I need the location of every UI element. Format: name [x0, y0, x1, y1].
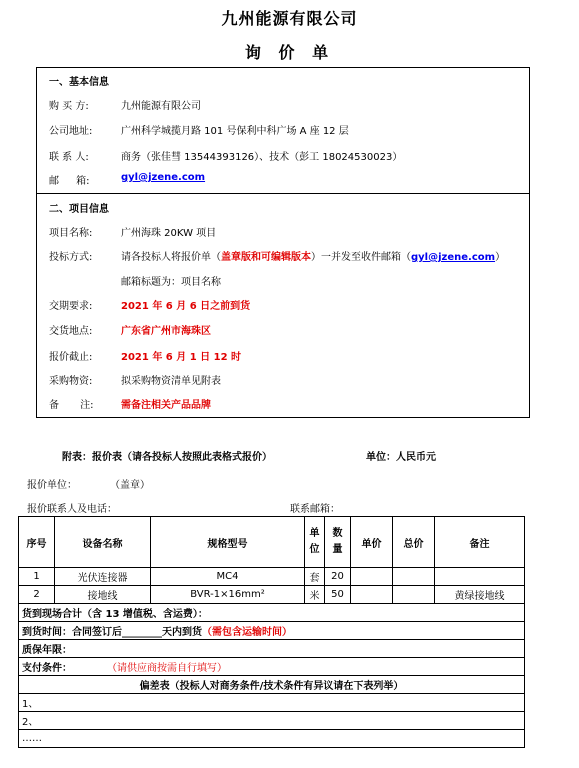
- remark-label: 备 注:: [49, 400, 94, 411]
- remark-value: 需备注相关产品品牌: [121, 400, 211, 411]
- deviation-title-row: [19, 676, 525, 694]
- email-label: 邮 箱:: [49, 176, 90, 187]
- cell-quantity: 20: [325, 568, 351, 586]
- payment-label: 支付条件：: [22, 663, 72, 674]
- cell-spec: MC4: [151, 568, 305, 586]
- deviation-row: [19, 712, 525, 730]
- deviation-row: [19, 694, 525, 712]
- payment-cell: [19, 658, 525, 676]
- arrival-label: 到货时间：合同签订后________天内到货: [22, 627, 202, 638]
- cell-device-name: 接地线: [55, 586, 151, 604]
- quote-table: [18, 516, 525, 748]
- header-total-price: 总价: [393, 517, 435, 568]
- email-subject-note: 邮箱标题为：项目名称: [121, 277, 221, 288]
- delivery-label: 交期要求:: [49, 301, 93, 312]
- header-unit: 单位: [305, 517, 325, 568]
- payment-row: [19, 658, 525, 676]
- cell-index: 2: [19, 586, 55, 604]
- quote-unit-stamp: （盖章）: [110, 480, 150, 491]
- total-label: 货到现场合计（含 13 增值税、含运费）：: [19, 604, 525, 622]
- header-spec: 规格型号: [151, 517, 305, 568]
- location-value: 广东省广州市海珠区: [121, 326, 211, 337]
- project-name-value: 广州海珠 20KW 项目: [121, 228, 217, 239]
- arrival-note: （需包含运输时间）: [202, 627, 292, 638]
- bid-method-label: 投标方式:: [49, 252, 93, 263]
- warranty-label: 质保年限：: [19, 640, 525, 658]
- deadline-label: 报价截止:: [49, 352, 93, 363]
- contact-value: 商务（张佳彗 13544393126）、技术（彭工 18024530023）: [121, 152, 403, 163]
- quote-unit-label: 报价单位：: [27, 480, 77, 491]
- payment-note: （请供应商按需自行填写）: [112, 663, 227, 674]
- header-device-name: 设备名称: [55, 517, 151, 568]
- cell-quantity: 50: [325, 586, 351, 604]
- cell-device-name: 光伏连接器: [55, 568, 151, 586]
- bid-method-version-note: 盖章版和可编辑版本: [221, 252, 311, 263]
- basic-info-box: [36, 67, 530, 194]
- currency-unit: 单位：人民币元: [366, 452, 436, 463]
- purchase-value: 拟采购物资清单见附表: [121, 376, 221, 387]
- cell-index: 1: [19, 568, 55, 586]
- quote-contact-label: 报价联系人及电话：: [27, 504, 117, 515]
- header-unit-price: 单价: [351, 517, 393, 568]
- table-row: [19, 586, 525, 604]
- header-remark: 备注: [435, 517, 525, 568]
- project-info-box: [36, 193, 530, 418]
- arrival-row: [19, 622, 525, 640]
- document-title: 询 价 单: [244, 43, 335, 62]
- contact-label: 联 系 人:: [49, 152, 89, 163]
- basic-info-heading: 一、基本信息: [49, 77, 109, 88]
- header-index: 序号: [19, 517, 55, 568]
- bid-method-suffix: ）: [495, 252, 506, 263]
- email-link[interactable]: gyl@jzene.com: [121, 172, 206, 183]
- deviation-title: 偏差表（投标人对商务条件/技术条件有异议请在下表列举）: [19, 676, 525, 694]
- warranty-row: [19, 640, 525, 658]
- deviation-row: [19, 730, 525, 748]
- project-info-heading: 二、项目信息: [49, 204, 109, 215]
- cell-unit-price[interactable]: [351, 568, 393, 586]
- table-header-row: [19, 517, 525, 568]
- appendix-title: 附表：报价表（请各投标人按照此表格式报价）: [62, 452, 272, 463]
- deviation-item-2[interactable]: 2、: [19, 712, 525, 730]
- cell-unit-price[interactable]: [351, 586, 393, 604]
- deviation-item-more[interactable]: ……: [19, 730, 525, 748]
- total-row: [19, 604, 525, 622]
- bid-method-prefix: 请各投标人将报价单（: [121, 252, 221, 263]
- deadline-value: 2021 年 6 月 1 日 12 时: [121, 352, 242, 363]
- cell-spec: BVR-1×16mm²: [151, 586, 305, 604]
- buyer-label: 购 买 方:: [49, 101, 89, 112]
- contact-email-label: 联系邮箱：: [290, 504, 340, 515]
- cell-unit: 套: [305, 568, 325, 586]
- header-quantity: 数量: [325, 517, 351, 568]
- bid-email-link[interactable]: gyl@jzene.com: [411, 252, 496, 263]
- arrival-cell: [19, 622, 525, 640]
- deviation-item-1[interactable]: 1、: [19, 694, 525, 712]
- delivery-value: 2021 年 6 月 6 日之前到货: [121, 301, 251, 312]
- table-row: [19, 568, 525, 586]
- location-label: 交货地点:: [49, 326, 93, 337]
- address-value: 广州科学城揽月路 101 号保利中科广场 A 座 12 层: [121, 126, 349, 137]
- cell-total-price[interactable]: [393, 586, 435, 604]
- cell-remark: [435, 568, 525, 586]
- cell-unit: 米: [305, 586, 325, 604]
- bid-method-value: [121, 248, 505, 263]
- address-label: 公司地址:: [49, 126, 93, 137]
- purchase-label: 采购物资:: [49, 376, 93, 387]
- cell-remark: 黄绿接地线: [435, 586, 525, 604]
- bid-method-mid: ）一并发至收件邮箱（: [311, 252, 411, 263]
- buyer-value: 九州能源有限公司: [121, 101, 201, 112]
- project-name-label: 项目名称:: [49, 228, 93, 239]
- cell-total-price[interactable]: [393, 568, 435, 586]
- company-title: 九州能源有限公司: [221, 9, 358, 28]
